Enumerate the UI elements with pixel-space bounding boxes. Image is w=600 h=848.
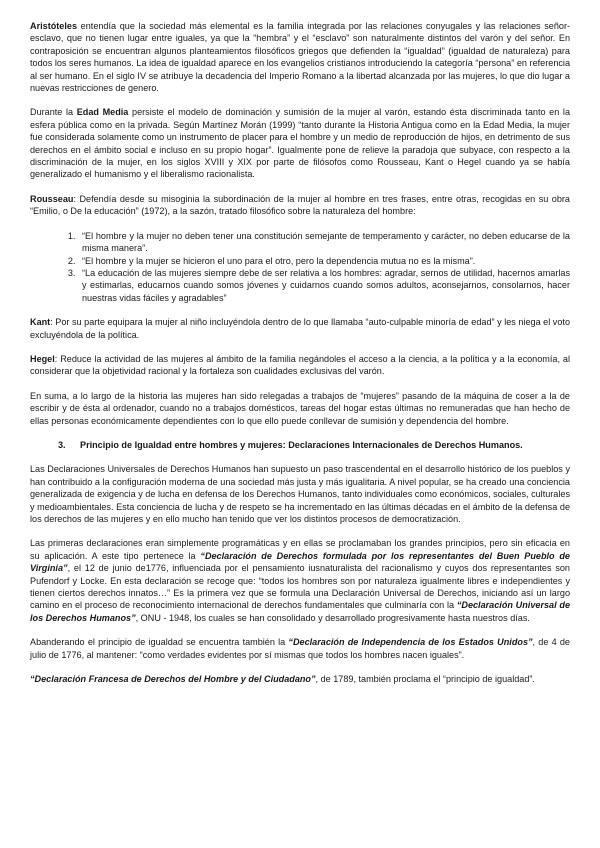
title-declaracion-francesa: “Declaración Francesa de Derechos del Hombre y del Ciudadano” (30, 674, 316, 685)
list-item: 2. “El hombre y la mujer se hicieron el uno para el otro, pero la dependencia mutua no es la misma”. (78, 255, 570, 267)
term-aristoteles: Aristóteles (30, 21, 78, 31)
rousseau-quotes-list (30, 230, 570, 304)
paragraph-aristoteles: Aristóteles entendía que la sociedad más elemental es la familia integrada por las relaciones conyugales y las relaciones señor-esclavo, que no tienen lugar entre iguales, ya que la “hembra” y el “esclavo” son naturalmente distintos del varón y del señor. En contraposición se encuentran algunos planteamientos filosóficos griegos que defienden la “igualdad” (igualdad de naturaleza) para todos los seres humanos. La idea de igualdad aparece en los evangelios cristianos introduciendo la categoría “persona” en referencia al ser humano. En el siglo IV se atribuye la decadencia del Imperio Romano a la libertad alcanzada por las mujeres, lo que dio lugar a nuevas restricciones de genero. (30, 21, 570, 94)
section-number: 3. (58, 439, 66, 450)
paragraph-declaracion-francesa: “Declaración Francesa de Derechos del Hombre y del Ciudadano”, de 1789, también proclama el “principio de igualdad”. (30, 674, 535, 685)
section-title: Principio de Igualdad entre hombres y mujeres: Declaraciones Internacionales de Derechos Humanos. (80, 439, 523, 450)
term-kant: Kant (30, 317, 51, 328)
term-hegel: Hegel (30, 353, 55, 364)
paragraph-declaraciones: Las Declaraciones Universales de Derechos Humanos han supuesto un paso trascendental en el desarrollo histórico de los pueblos y han contribuido a la configuración moderna de una sociedad más justa y más igualitaria. A nivel popular, se ha creado una conciencia generalizada de exigencia y de lucha en defensa de los Derechos Humanos, tanto individuales como económicos, sociales, culturales y medioambientales. Esta conciencia de lucha y de respeto se ha incrementado en las últimas décadas en el ámbito de la defensa de los derechos de las mujeres y en ello mucho han tenido que ver los distintos procesos de democratización. (30, 464, 570, 524)
paragraph-hegel: Hegel: Reduce la actividad de las mujeres al ámbito de la familia negándoles el acceso a la ciencia, a la política y a la economía, al considerar que la objetividad racional y la fortaleza son cualidades exclusivas del varón. (30, 353, 570, 377)
list-item: 1. “El hombre y la mujer no deben tener una constitución semejante de temperamento y carácter, no deben educarse de la misma manera”. (78, 230, 570, 255)
paragraph-edad-media: Durante la Edad Media persiste el modelo de dominación y sumisión de la mujer al varón, estando ésta discriminada tanto en la esfera pública como en la privada. Según Martínez Morán (1999) “tanto durante la Historia Antigua como en la Edad Media, la mujer fue considerada solamente como un instrumento de placer para el hombre y un medio de reproducción de hijos, en detrimento de sus derechos en el ámbito social e incluso en su propio hogar”. Igualmente pone de relieve la paradoja que subyace, con respecto a la discriminación de la mujer, en los siglos XVIII y XIX por parte de filósofos como Rousseau, Kant o Hegel cuando ya se había generalizado el humanismo y el liberalismo racionalista. (30, 107, 571, 180)
paragraph-primeras-declaraciones: Las primeras declaraciones eran simplemente programáticas y en ellas se proclamaban los grandes principios, pero sin eficacia en su aplicación. A este tipo pertenece la “Declaración de Derechos formulada por los representantes del Buen Pueblo de Virginia”, el 12 de junio de1776, influenciada por el pensamiento iusnaturalista del racionalismo y cuyos dos representantes son Pufendorf y Locke. En esta declaración se recoge que: “todos los hombres son por naturaleza igualmente libres e independientes y tienen ciertos derechos innatos…” Es la primera vez que se formula una Declaración Universal de Derechos, iniciando así un largo camino en el proceso de reconocimiento internacional de derechos fundamentales que culminaría con la “Declaración Universal de los Derechos Humanos”, ONU - 1948, los cuales se han consolidado y desarrollado progresivamente hasta nuestros días. (30, 538, 570, 623)
paragraph-en-suma: En suma, a lo largo de la historia las mujeres han sido relegadas a trabajos de “mujeres” pasando de la máquina de coser a la de escribir y de ésta al ordenador, cuando no a trabajos domésticos, tareas del hogar estas últimas no remuneradas que han hecho de ellas personas económicamente dependientes con lo que ello puede conllevar de sumisión y dependencia del hombre. (30, 390, 570, 426)
paragraph-independencia: Abanderando el principio de igualdad se encuentra también la “Declaración de Independencia de los Estados Unidos”, de 4 de julio de 1776, al mantener: “como verdades evidentes por sí mismas que todos los hombres nacen iguales”. (30, 637, 570, 660)
title-declaracion-virginia: “Declaración de Derechos formulada por los representantes del Buen Pueblo de Virginia” (30, 550, 570, 574)
term-edad-media: Edad Media (76, 107, 129, 118)
title-declaracion-universal: “Declaración Universal de los Derechos Humanos” (30, 600, 570, 623)
section-heading (58, 439, 570, 451)
paragraph-kant: Kant: Por su parte equipara la mujer al niño incluyéndola dentro de lo que llamaba “auto-culpable minoría de edad” y les niega el voto excluyéndola de la política. (30, 317, 570, 340)
list-item: 3. “La educación de las mujeres siempre debe de ser relativa a los hombres: agradar, sernos de utilidad, hacernos amarlas y estimarlas, educarnos cuando somos jóvenes y cuidarnos cuando somos adultos, aconsejarnos, consolarnos, hacer nuestras vidas fáciles y agradables” (78, 267, 570, 304)
paragraph-rousseau: Rousseau: Defendía desde su misoginia la subordinación de la mujer al hombre en tres frases, entre otras, recogidas en su obra “Emilio, o De la educación” (1972), a la sazón, tratado filosófico sobre la naturaleza del hombre: (30, 193, 570, 217)
title-declaracion-independencia: “Declaración de Independencia de los Estados Unidos” (288, 637, 533, 648)
term-rousseau: Rousseau (30, 193, 74, 204)
